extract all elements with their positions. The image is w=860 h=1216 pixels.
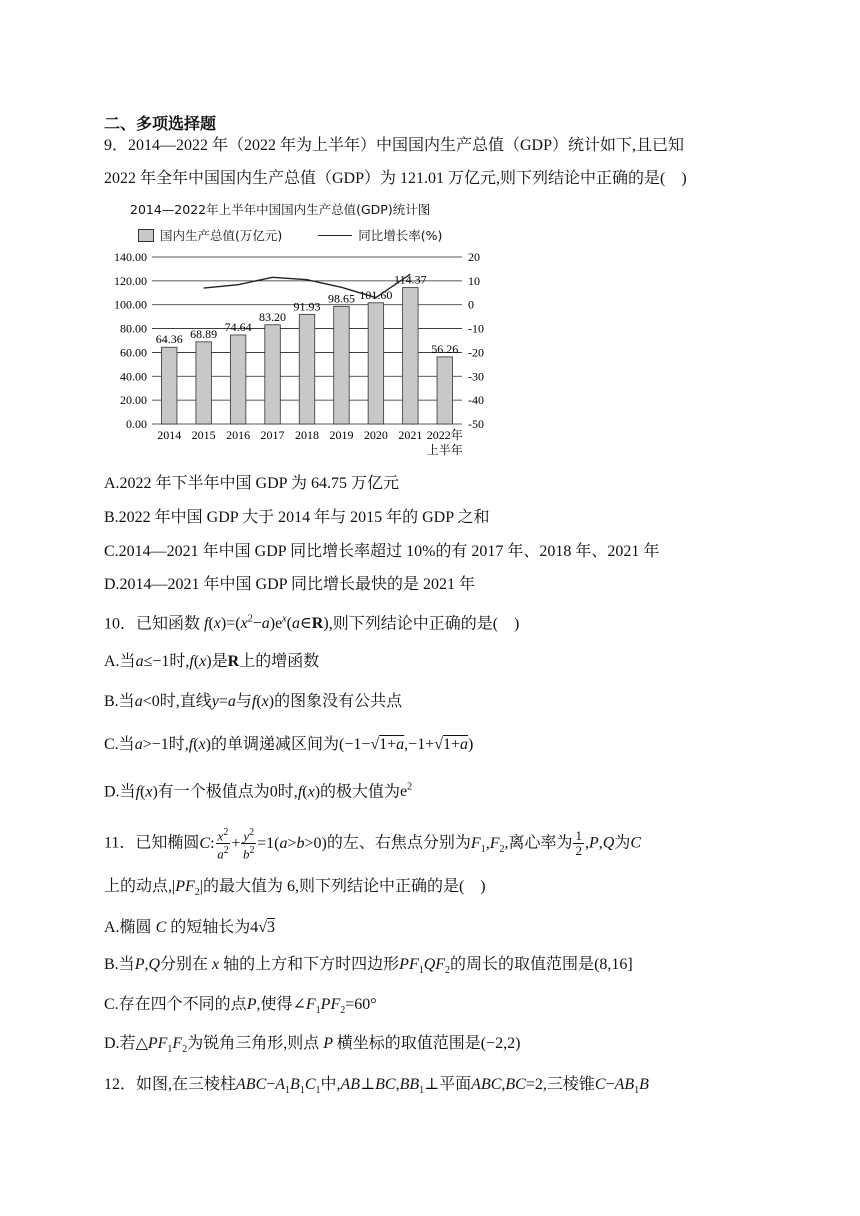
q9-line1: 9．2014—2022 年（2022 年为上半年）中国国内生产总值（GDP）统计如下,且已知 <box>104 137 685 154</box>
gdp-bar <box>334 306 350 424</box>
bar-value-label: 56.26 <box>431 341 459 356</box>
y-left-tick-label: 40.00 <box>120 369 147 384</box>
x-tick-label: 2020 <box>363 428 388 442</box>
bar-value-label: 64.36 <box>155 332 183 347</box>
q9-option-c: C.2014—2021 年中国 GDP 同比增长率超过 10%的有 2017 年、2018 年、2021 年 <box>104 543 660 560</box>
y-right-tick-label: -20 <box>468 345 484 360</box>
y-right-tick-label: -40 <box>468 393 484 408</box>
q11-option-a: A.椭圆 C 的短轴长为4√3 <box>104 919 276 936</box>
q10-option-d: D.当f(x)有一个极值点为0时,f(x)的极大值为$e^2$ <box>104 782 413 801</box>
gdp-bar <box>196 342 212 424</box>
y-left-tick-label: 0.00 <box>126 417 147 431</box>
y-left-tick-label: 140.00 <box>114 250 147 264</box>
x-tick-label-line2: 上半年 <box>426 443 463 457</box>
chart-title: 2014—2022年上半年中国国内生产总值(GDP)统计图 <box>130 202 431 217</box>
x-tick-label: 2019 <box>329 428 354 442</box>
bar-value-label: 74.64 <box>224 319 252 334</box>
y-left-tick-label: 20.00 <box>120 393 147 408</box>
y-right-tick-label: -50 <box>468 417 484 431</box>
bar-value-label: 114.37 <box>394 272 427 287</box>
x-tick-label: 2022年 <box>426 428 463 442</box>
bar-value-label: 83.20 <box>259 309 287 324</box>
y-left-tick-label: 100.00 <box>114 297 147 312</box>
gdp-bar <box>403 288 419 424</box>
ellipse-equation: C: $\frac{x^2}{a^2}$ + $\frac{y^2}{b^2}$ =1(a>b>0) <box>199 827 327 862</box>
x-tick-label: 2016 <box>226 428 251 442</box>
q11-option-c: C.存在四个不同的点P,使得$\angle F_1PF_2=60^\circ$ <box>104 996 377 1017</box>
q11-option-d: D.若$\triangle PF_1F_2$为锐角三角形,则点 P 横坐标的取值范围是(−2,2) <box>104 1035 521 1056</box>
q9-option-a: A.2022 年下半年中国 GDP 为 64.75 万亿元 <box>104 475 399 492</box>
q10-option-a: A.当a≤−1时,f(x)是R上的增函数 <box>104 653 320 670</box>
gdp-bar <box>437 357 453 424</box>
gdp-bar <box>265 325 281 424</box>
q11-option-b: B.当P,Q分别在 x 轴的上方和下方时四边形$PF_1QF_2$的周长的取值范围是(8,16] <box>104 956 633 977</box>
q11-stem: 11．已知椭圆C: $\frac{x^2}{a^2}$ + $\frac{y^2}{b^2}$ =1(a>b>0)的左、右焦点分别为$F_1,F_2$,离心率为 $\frac{1}{2}$ ,P,Q为C <box>104 827 642 862</box>
y-left-tick-label: 80.00 <box>120 321 147 336</box>
q10-option-c: C.当a>−1时,f(x)的单调递减区间为(−1−√1+a,−1+√1+a) <box>104 736 474 753</box>
q10-function-formula: $f(x)=(x^2-a)e^x(a\in R)$ <box>204 614 329 633</box>
q10-option-b: B.当a<0时,直线y=a与f(x)的图象没有公共点 <box>104 693 403 710</box>
y-right-tick-label: 0 <box>468 297 474 312</box>
chart-plot <box>96 196 496 466</box>
x-tick-label: 2017 <box>260 428 285 442</box>
y-right-tick-label: -30 <box>468 369 484 384</box>
legend-line-label: 同比增长率(%) <box>358 228 443 243</box>
gdp-chart <box>96 196 496 466</box>
y-right-tick-label: -10 <box>468 321 484 336</box>
bar-value-label: 91.93 <box>293 299 321 314</box>
q12-stem: 12．如图,在三棱柱$ABC-A_1B_1C_1$中$,AB\perp BC,BB_1\perp$平面ABC,BC=2,三棱锥$C-AB_1B$ <box>104 1076 649 1097</box>
y-left-tick-label: 120.00 <box>114 273 147 288</box>
q9-option-b: B.2022 年中国 GDP 大于 2014 年与 2015 年的 GDP 之和 <box>104 509 490 526</box>
gdp-bar <box>368 303 384 424</box>
bar-value-label: 68.89 <box>190 326 218 341</box>
x-tick-label: 2018 <box>295 428 319 442</box>
y-left-tick-label: 60.00 <box>120 345 147 360</box>
q10-tail: ,则下列结论中正确的是( ) <box>328 615 520 633</box>
q10-stem <box>104 610 519 634</box>
x-tick-label: 2015 <box>191 428 216 442</box>
x-tick-label: 2014 <box>157 428 182 442</box>
section-title: 二、多项选择题 <box>104 114 217 133</box>
gdp-bar <box>230 335 246 424</box>
y-right-tick-label: 20 <box>468 250 480 264</box>
bar-value-label: 101.60 <box>359 287 393 302</box>
x-tick-label: 2021 <box>398 428 423 442</box>
bar-value-label: 98.65 <box>327 291 355 306</box>
q10-num: 10．已知函数 <box>104 615 201 633</box>
gdp-bar <box>299 314 315 424</box>
q9-line2: 2022 年全年中国国内生产总值（GDP）为 121.01 万亿元,则下列结论中正确的是( ) <box>104 170 687 187</box>
legend-bar-label: 国内生产总值(万亿元) <box>160 228 283 243</box>
gdp-bar <box>161 347 177 424</box>
q9-option-d: D.2014—2021 年中国 GDP 同比增长最快的是 2021 年 <box>104 576 475 593</box>
q11-stem-line2: 上的动点$,|PF_2|$的最大值为 6,则下列结论中正确的是( ) <box>104 878 486 899</box>
y-right-tick-label: 10 <box>468 273 480 288</box>
